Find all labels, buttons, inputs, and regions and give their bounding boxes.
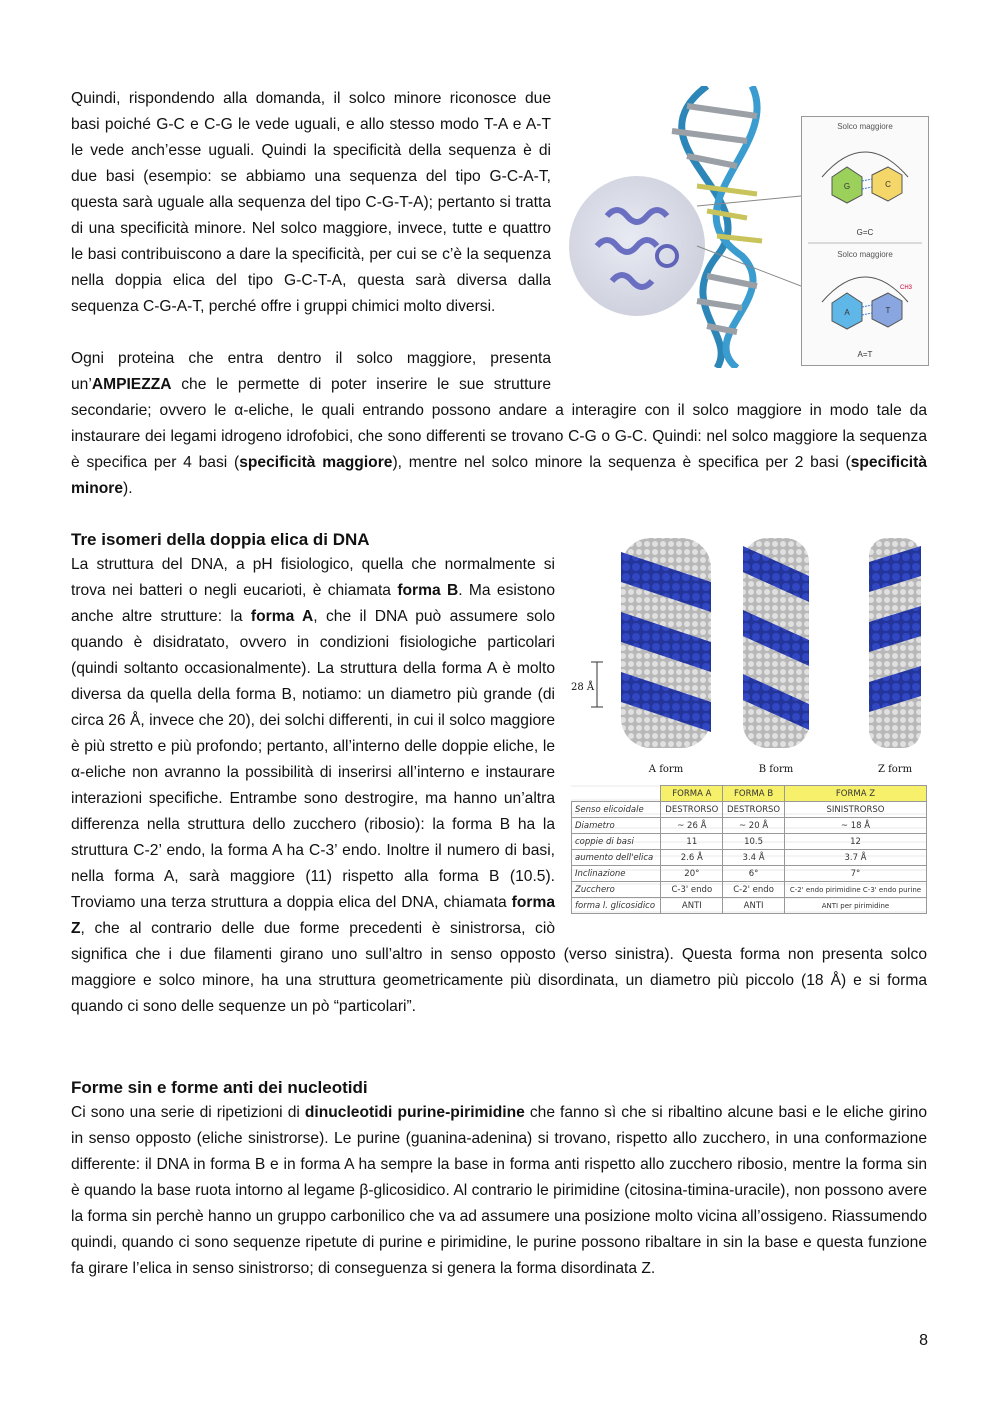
text-run: , che al contrario delle due forme precedenti è sinistrorsa, ciò significa che i due filamenti girano uno sull’altro in senso opposto (verso sinistra). Questa forma non presenta solco maggiore e solco minore, ha una struttura geometricamente più disordinata, un diametro più piccolo (18 Å) e si forma quando ci sono delle sequenze un pò “particolari”.: [71, 920, 927, 1015]
table-row: [572, 898, 927, 914]
table-cell: 10.5: [723, 834, 785, 850]
bold-term-major-specificity: specificità maggiore: [239, 454, 393, 471]
table-cell: 20°: [661, 866, 723, 882]
table-header-cell: FORMA A: [661, 786, 723, 802]
table-cell: ~ 20 Å: [723, 818, 785, 834]
table-cell: SINISTRORSO: [784, 802, 926, 818]
dna-forms-table: [571, 785, 927, 914]
table-row: [572, 802, 927, 818]
paragraph-sin-anti: [71, 1100, 927, 1282]
text-run: che le permette di poter inserire le sue strutture secondarie; ovvero le α-eliche, le quali entrando possono andare a interagire con il solco maggiore in modo tale da instaurare dei legami idrogeno idrofobici, che sono differenti se trovano C-G o G-C. Quindi: nel solco maggiore la sequenza è specifica per 4 basi (: [71, 376, 927, 471]
table-cell: Diametro: [572, 818, 661, 834]
table-header-cell: FORMA B: [723, 786, 785, 802]
table-cell: 12: [784, 834, 926, 850]
text-run: . Ma esistono anche altre strutture: la: [71, 582, 555, 625]
scale-bar: [571, 662, 603, 707]
section-heading-isomers: Tre isomeri della doppia elica di DNA: [71, 530, 370, 549]
table-cell: 3.4 Å: [723, 850, 785, 866]
text-run: che fanno sì che si ribaltino alcune basi e le eliche girino in senso opposto (eliche sinistrorse). Le purine (guanina-adenina) si trovano, rispetto allo zucchero, in una conformazione differente: il DNA in forma B e in forma A ha sempre la base in forma anti rispetto allo zucchero ribosio, mentre la forma sin è quando la base ruota intorno al legame β-glicosidico. Al contrario le pirimidine (citosina-timina-uracile), non possono avere la forma sin perchè hanno un gruppo carbonilico che va ad assumere una posizione molto vicina all’ossigeno. Riassumendo quindi, quando ci sono sequenze ripetute di purine e pirimidine, le purine possono ribaltare in sin la base e questa funzione fa girare l’elica in senso sinistrorso; di conseguenza si genera la forma disordinata Z.: [71, 1104, 928, 1277]
b-form-label: B form: [758, 764, 794, 775]
text-run: ).: [123, 480, 133, 497]
table-cell: 6°: [723, 866, 785, 882]
table-row: [572, 834, 927, 850]
table-row: [572, 866, 927, 882]
table-cell: 7°: [784, 866, 926, 882]
table-cell: C-3' endo: [661, 882, 723, 898]
gc-pair-label: G=C: [856, 228, 874, 237]
section-heading-sin-anti: Forme sin e forme anti dei nucleotidi: [71, 1078, 368, 1097]
z-form-model: [869, 538, 921, 748]
inset-bottom-label: Solco maggiore: [837, 250, 893, 259]
text-run: ), mentre nel solco minore la sequenza è specifica per 2 basi (: [392, 454, 851, 471]
table-cell: 11: [661, 834, 723, 850]
at-pair-label: A=T: [857, 350, 873, 359]
z-form-label: Z form: [877, 764, 913, 775]
table-cell: C-2' endo pirimidine C-3' endo purine: [784, 882, 926, 898]
table-cell: Inclinazione: [572, 866, 661, 882]
bold-term-dinucleotides: dinucleotidi purine-pirimidine: [304, 1104, 525, 1121]
table-cell: Zucchero: [572, 882, 661, 898]
table-cell: ~ 26 Å: [661, 818, 723, 834]
block-dna-binding: [71, 86, 927, 502]
base-c-label: C: [885, 180, 891, 189]
base-pair-inset: [801, 116, 929, 366]
table-header-cell: [572, 786, 661, 802]
bold-term-form-b: forma B: [397, 582, 459, 599]
table-cell: aumento dell'elica: [572, 850, 661, 866]
b-form-model: [743, 538, 809, 748]
paragraph-amplitude: [71, 346, 927, 502]
base-pair-diagram: [802, 117, 928, 365]
base-t-label: T: [885, 306, 891, 315]
table-cell: forma l. glicosidico: [572, 898, 661, 914]
table-row: [572, 818, 927, 834]
text-run: La struttura del DNA, a pH fisiologico, quella che normalmente si trova nei batteri o negli eucarioti, è chiamata: [71, 556, 555, 599]
methyl-label: CH3: [899, 285, 913, 291]
table-cell: coppie di basi: [572, 834, 661, 850]
page-number: 8: [919, 1332, 928, 1349]
table-cell: ANTI: [661, 898, 723, 914]
dna-forms-models: [571, 532, 927, 780]
bold-term-form-a: forma A: [250, 608, 314, 625]
bold-term-minor-specificity: specificità minore: [71, 454, 927, 497]
base-g-label: G: [843, 182, 851, 191]
table-row: [572, 850, 927, 866]
bold-term-form-z: forma Z: [71, 894, 555, 937]
table-header-cell: FORMA Z: [784, 786, 926, 802]
dna-forms-figure: [571, 532, 927, 914]
table-cell: ~ 18 Å: [784, 818, 926, 834]
table-cell: ANTI: [723, 898, 785, 914]
text-run: Ci sono una serie di ripetizioni di: [71, 1104, 305, 1121]
table-cell: ANTI per pirimidine: [784, 898, 926, 914]
protein-dna-figure: [567, 86, 927, 368]
table-cell: C-2' endo: [723, 882, 785, 898]
scale-label: 28 Å: [571, 682, 595, 693]
protein-dna-illustration: [567, 86, 801, 368]
a-form-label: A form: [648, 764, 684, 775]
table-cell: 3.7 Å: [784, 850, 926, 866]
table-cell: Senso elicoidale: [572, 802, 661, 818]
bold-term-amplitude: AMPIEZZA: [91, 376, 172, 393]
text-run: Ogni proteina che entra dentro il solco maggiore, presenta un’: [71, 350, 551, 393]
section-sin-anti: [71, 1076, 927, 1282]
paragraph-minor-groove: Quindi, rispondendo alla domanda, il solco minore riconosce due basi poiché G-C e C-G le vede uguali, e allo stesso modo T-A e A-T le vede anch’esse uguali. Quindi la specificità della sequenza è di due basi (esempio: se abbiamo una sequenza del tipo G-C-A-T, questa sarà uguale alla sequenza del tipo C-G-T-A); pertanto si tratta di una specificità minore. Nel solco maggiore, invece, tutte e quattro le basi contribuiscono a dare la specificità, per cui se c’è la sequenza nella doppia elica del tipo G-C-T-A, questa sarà diversa dalla sequenza C-G-A-T, perché offre i gruppi chimici molto diversi.: [71, 90, 551, 315]
table-row: [572, 882, 927, 898]
a-form-model: [621, 538, 711, 748]
base-a-label: A: [844, 308, 850, 317]
section-dna-isomers: [71, 528, 927, 1020]
table-header-row: [572, 786, 927, 802]
table-cell: DESTRORSO: [723, 802, 785, 818]
inset-top-label: Solco maggiore: [837, 122, 893, 131]
text-run: , che il DNA può assumere solo quando è disidratato, ovvero in condizioni fisiologiche particolari (quindi soltanto occasionalmente). La struttura della forma A è molto diversa da quella della forma B, notiamo: un diametro più grande (di circa 26 Å, invece che 20), dei solchi differenti, in cui il solco maggiore è più stretto e più profondo; pertanto, all’interno delle doppie eliche, le α-eliche non avranno la possibilità di inserirsi all’interno e instaurare interazioni specifiche. Entrambe sono destrogire, ma hanno un’altra differenza nella struttura dello zucchero (ribosio): la forma B ha la struttura C-2’ endo, la forma A ha C-3’ endo. Inoltre il numero di basi, nella forma A, sarà maggiore (11) rispetto alla forma B (10.5). Troviamo una terza struttura a doppia elica del DNA, chiamata: [71, 608, 555, 911]
table-cell: DESTRORSO: [661, 802, 723, 818]
table-cell: 2.6 Å: [661, 850, 723, 866]
